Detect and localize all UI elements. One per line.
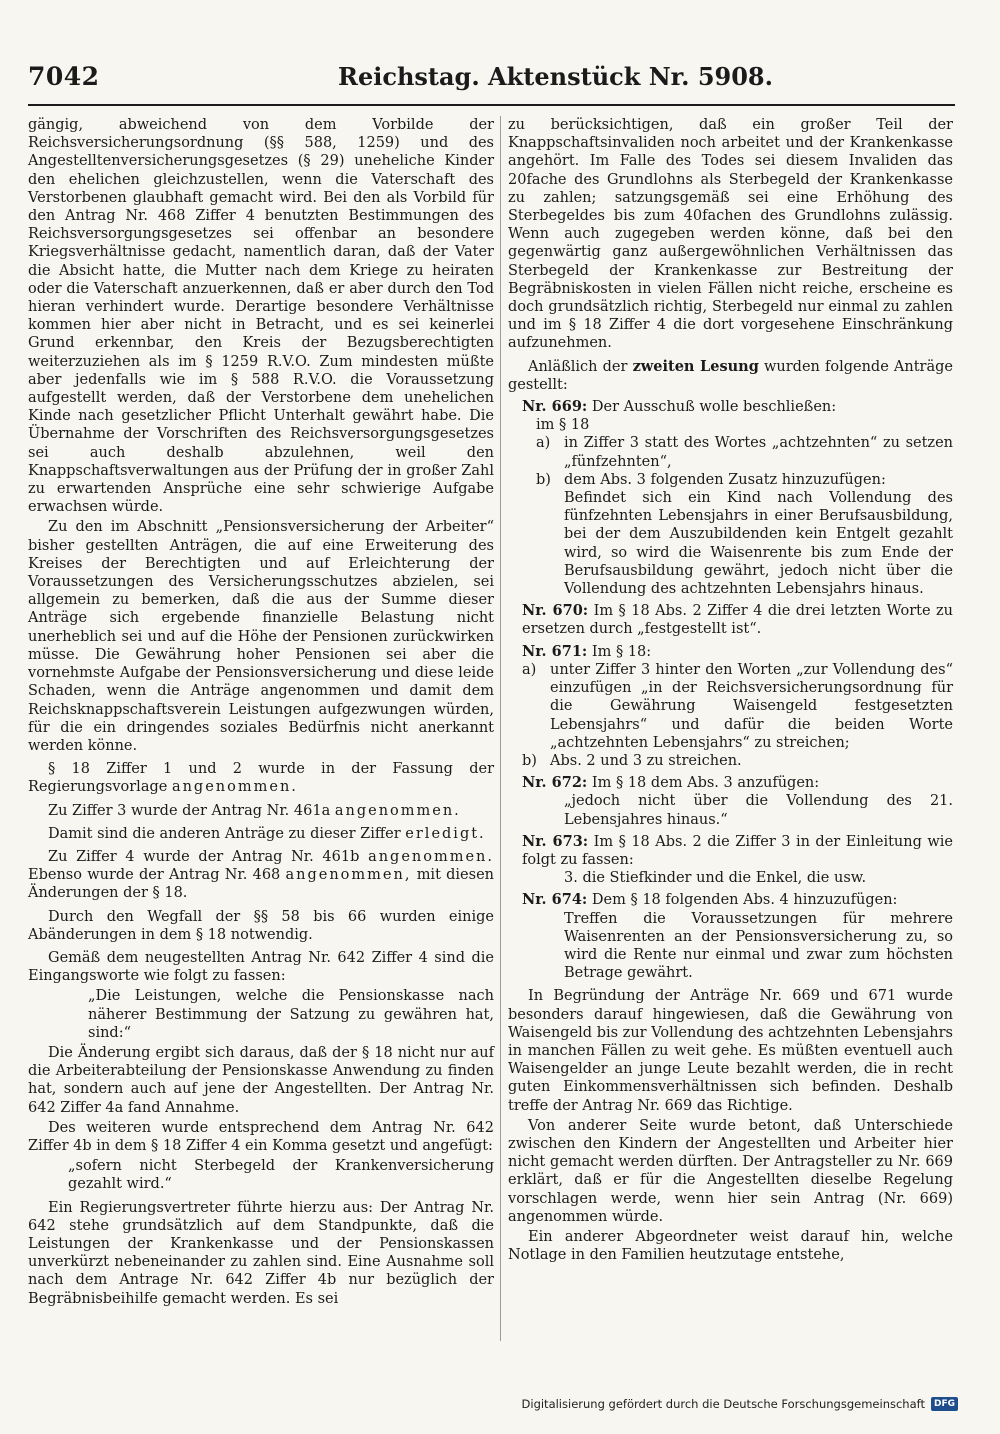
header-rule bbox=[28, 104, 955, 106]
text: Im § 18 dem Abs. 3 anzufügen: bbox=[591, 775, 820, 792]
motion-ref: im § 18 bbox=[536, 417, 590, 434]
paragraph: In Begründung der Anträge Nr. 669 und 671 wurde besonders darauf hingewiesen, daß die Gewährung von Waisengeld bis zur Vollendung des achtzehnten Lebensjahrs in manchen Fällen zu weit gehe. Es müßten eventuell auch Waisengelder an junge Leute bezahlt werden, die in recht guten Einkommensverhältnissen sich befinden. Deshalb treffe der Antrag Nr. 669 das Richtige. bbox=[508, 988, 953, 1114]
motion-item bbox=[522, 752, 953, 770]
text: § 18 Ziffer 1 und 2 wurde in der Fassung der Regierungsvorlage bbox=[28, 761, 494, 796]
column-divider bbox=[500, 116, 501, 1341]
motion-674 bbox=[522, 891, 953, 982]
item-label: a) bbox=[522, 661, 537, 678]
text: Dem § 18 folgenden Abs. 4 hinzuzufügen: bbox=[591, 892, 898, 909]
motion-673 bbox=[522, 833, 953, 888]
right-column bbox=[508, 116, 953, 1266]
paragraph: Des weiteren wurde entsprechend dem Antrag Nr. 642 Ziffer 4b in dem § 18 Ziffer 4 ein Komma gesetzt und angefügt: bbox=[28, 1119, 494, 1154]
paragraph: Von anderer Seite wurde betont, daß Unterschiede zwischen den Kindern der Angestellten und Arbeiter hier nicht gemacht werden dürften. Der Antragsteller zu Nr. 669 erklärt, daß er für die Angestellten dieselbe Regelung vorschlagen werde, wenn hier sein Antrag (Nr. 669) angenommen würde. bbox=[508, 1117, 953, 1225]
motion-number: Nr. 674: bbox=[522, 891, 588, 909]
emphasis: angenommen. bbox=[334, 802, 461, 819]
motion-number: Nr. 669: bbox=[522, 398, 588, 416]
motion-item bbox=[536, 434, 953, 470]
paragraph: gängig, abweichend von dem Vorbilde der Reichsversicherungsordnung (§§ 588, 1259) und des Angestelltenversicherungsgesetzes (§ 29) uneheliche Kinder den ehelichen gleichzustellen, wenn die Vaterschaft des Verstorbenen glaubhaft gemacht wird. Bei den als Vorbild für den Antrag Nr. 468 Ziffer 4 benutzten Bestimmungen des Reichsversorgungsgesetzes sei offenbar an besondere Kriegsverhältnisse gedacht, namentlich daran, daß der Vater die Absicht hatte, die Mutter nach dem Kriege zu heiraten oder die Vaterschaft anzuerkennen, daß er aber durch den Tod hieran verhindert wurde. Derartige besondere Verhältnisse kommen hier aber nicht in Betracht, und es sei keinerlei Grund erkennbar, den Kreis der Bezugsberechtigten weiterzuziehen als im § 1259 R.V.O. Zum mindesten müßte aber jedenfalls wie im § 588 R.V.O. die Voraussetzung aufgestellt werden, daß der Verstorbene dem unehelichen Kinde nach gesetzlicher Pflicht Unterhalt gewährt habe. Die Übernahme der Vorschriften des Reichsversorgungsgesetzes sei auch deshalb abzulehnen, weil den Knappschaftsverwaltungen aus der Prüfung der in großer Zahl zu erwartenden Ansprüche eine sehr schwierige Aufgabe erwachsen würde. bbox=[28, 117, 494, 516]
motion-head bbox=[522, 891, 953, 909]
motion-head bbox=[522, 643, 953, 661]
motion-head bbox=[522, 774, 953, 792]
paragraph: Ein Regierungsvertreter führte hierzu aus: Der Antrag Nr. 642 stehe grundsätzlich auf dem Standpunkte, daß die Leistungen der Krankenkasse und der Pensionskassen unverkürzt nebeneinander zu zahlen sind. Eine Ausnahme soll nach dem Antrage Nr. 642 Ziffer 4b nur bezüglich der Begräbnisbeihilfe gemacht werden. Es sei bbox=[28, 1199, 494, 1307]
emphasis: zweiten Lesung bbox=[632, 357, 759, 375]
paragraph: Zu den im Abschnitt „Pensionsversicherung der Arbeiter“ bisher gestellten Anträgen, die auf eine Erweiterung des Kreises der Berechtigten und auf Erleichterung der Voraussetzungen des Versicherungsschutzes abzielen, sei allgemein zu bemerken, daß die aus der Summe dieser Anträge sich ergebende finanzielle Belastung nicht unerheblich sei und auf die Höhe der Pensionen zurückwirken müsse. Die Gewährung hoher Pensionen sei aber die vornehmste Aufgabe der Pensionsversicherung und diese leide Schaden, wenn die Anträge angenommen und damit dem Reichsknappschaftsverein Leistungen aufgezwungen würden, für die ein dringendes soziales Bedürfnis nicht anerkannt werden könne. bbox=[28, 519, 494, 754]
page-number: 7042 bbox=[28, 62, 100, 91]
text: wurden folgende Anträge gestellt: bbox=[508, 358, 953, 393]
paragraph bbox=[28, 802, 494, 820]
left-column bbox=[28, 116, 494, 1310]
running-title: Reichstag. Aktenstück Nr. 5908. bbox=[338, 62, 773, 91]
motion-number: Nr. 673: bbox=[522, 832, 589, 850]
paragraph bbox=[28, 848, 494, 903]
emphasis: angenommen. bbox=[171, 779, 298, 796]
text: Im § 18: bbox=[591, 643, 652, 660]
text: Zu Ziffer 4 wurde der Antrag Nr. 461b bbox=[48, 848, 360, 865]
item-label: b) bbox=[536, 471, 551, 488]
motion-number: Nr. 671: bbox=[522, 642, 588, 660]
footer-credit bbox=[522, 1397, 958, 1411]
quote: „jedoch nicht über die Vollendung des 21. Lebensjahres hinaus.“ bbox=[564, 793, 953, 828]
emphasis: angenommen. bbox=[368, 848, 495, 865]
item-label: b) bbox=[522, 752, 537, 769]
emphasis: erledigt. bbox=[405, 825, 486, 842]
paragraph bbox=[28, 825, 494, 843]
text: Der Ausschuß wolle beschließen: bbox=[591, 399, 837, 416]
motion-number: Nr. 670: bbox=[522, 602, 589, 620]
text: Im § 18 Abs. 2 Ziffer 4 die drei letzten Worte zu ersetzen durch „festgestellt ist“. bbox=[522, 603, 953, 638]
motion-670 bbox=[522, 602, 953, 638]
quote: „Die Leistungen, welche die Pensionskasse nach näherer Bestimmung der Satzung zu gewähren hat, sind:“ bbox=[88, 988, 494, 1041]
motion-head bbox=[522, 833, 953, 869]
motion-669 bbox=[522, 398, 953, 598]
motion-672 bbox=[522, 774, 953, 829]
item-text: dem Abs. 3 folgenden Zusatz hinzuzufügen: bbox=[564, 471, 886, 488]
item-text: in Ziffer 3 statt des Wortes „achtzehnten“ zu setzen „fünfzehnten“, bbox=[564, 435, 953, 470]
item-text: unter Ziffer 3 hinter den Worten „zur Vollendung des“ einzufügen „in der Reichsversicherungsordnung für die Gewährung Waisengeld festgesetzten Lebensjahrs“ und dafür die beiden Worte „achtzehnten Lebensjahrs“ zu streichen; bbox=[550, 661, 953, 751]
text: Zu Ziffer 3 wurde der Antrag Nr. 461a bbox=[48, 802, 331, 819]
paragraph bbox=[508, 358, 953, 394]
paragraph bbox=[28, 760, 494, 796]
quote: 3. die Stiefkinder und die Enkel, die usw. bbox=[564, 870, 867, 887]
paragraph: Durch den Wegfall der §§ 58 bis 66 wurden einige Abänderungen in dem § 18 notwendig. bbox=[28, 908, 494, 943]
text: Damit sind die anderen Anträge zu dieser Ziffer bbox=[48, 825, 401, 842]
item-label: a) bbox=[536, 435, 551, 452]
motion-item bbox=[536, 471, 953, 489]
text: Anläßlich der bbox=[528, 358, 628, 375]
quote: „sofern nicht Sterbegeld der Krankenversicherung gezahlt wird.“ bbox=[68, 1158, 494, 1193]
quote: Befindet sich ein Kind nach Vollendung des fünfzehnten Lebensjahrs in einer Berufsausbildung, bei der dem Auszubildenden kein Entgelt gezahlt wird, so wird die Waisenrente bis zum Ende der Berufsausbildung gewährt, jedoch nicht über die Vollendung des achtzehnten Lebensjahrs hinaus. bbox=[564, 490, 953, 598]
paragraph: Die Änderung ergibt sich daraus, daß der § 18 nicht nur auf die Arbeiterabteilung der Pensionskasse Anwendung zu finden hat, sondern auch auf jene der Angestellten. Der Antrag Nr. 642 Ziffer 4a fand Annahme. bbox=[28, 1044, 494, 1116]
paragraph: Ein anderer Abgeordneter weist darauf hin, welche Notlage in den Familien heutzutage entstehe, bbox=[508, 1228, 953, 1264]
paragraph: Gemäß dem neugestellten Antrag Nr. 642 Ziffer 4 sind die Eingangsworte wie folgt zu fassen: bbox=[28, 949, 494, 985]
quote: Treffen die Voraussetzungen für mehrere Waisenrenten an der Pensionsversicherung zu, so wird die Rente nur einmal und zwar zum höchsten Betrage gewährt. bbox=[564, 910, 953, 982]
item-text: Abs. 2 und 3 zu streichen. bbox=[550, 752, 742, 769]
dfg-logo-icon: DFG bbox=[931, 1397, 958, 1411]
motion-item bbox=[522, 661, 953, 752]
credit-text: Digitalisierung gefördert durch die Deutsche Forschungsgemeinschaft bbox=[521, 1397, 925, 1411]
paragraph: zu berücksichtigen, daß ein großer Teil der Knappschaftsinvaliden noch arbeitet und der Krankenkasse angehört. Im Falle des Todes sei diesem Invaliden das 20fache des Grundlohns als Sterbegeld der Krankenkasse zu zahlen; satzungsgemäß sei eine Erhöhung des Sterbegeldes bis zum 40fachen des Grundlohns zulässig. Wenn auch zugegeben werden könne, daß bei den gegenwärtig ganz außergewöhnlichen Verhältnissen das Sterbegeld der Krankenkasse zur Bestreitung der Begräbniskosten in vielen Fällen nicht reiche, erscheine es doch grundsätzlich richtig, Sterbegeld nur einmal zu zahlen und im § 18 Ziffer 4 die dort vorgesehene Einschränkung aufzunehmen. bbox=[508, 117, 953, 352]
text: Im § 18 Abs. 2 die Ziffer 3 in der Einleitung wie folgt zu fassen: bbox=[522, 833, 954, 868]
motion-head bbox=[522, 398, 953, 416]
motion-671 bbox=[522, 643, 953, 770]
text: mit diesen Änderungen der § 18. bbox=[28, 867, 494, 902]
motion-number: Nr. 672: bbox=[522, 774, 588, 792]
emphasis: angenommen, bbox=[285, 867, 412, 884]
text: Ebenso wurde der Antrag Nr. 468 bbox=[28, 867, 281, 884]
